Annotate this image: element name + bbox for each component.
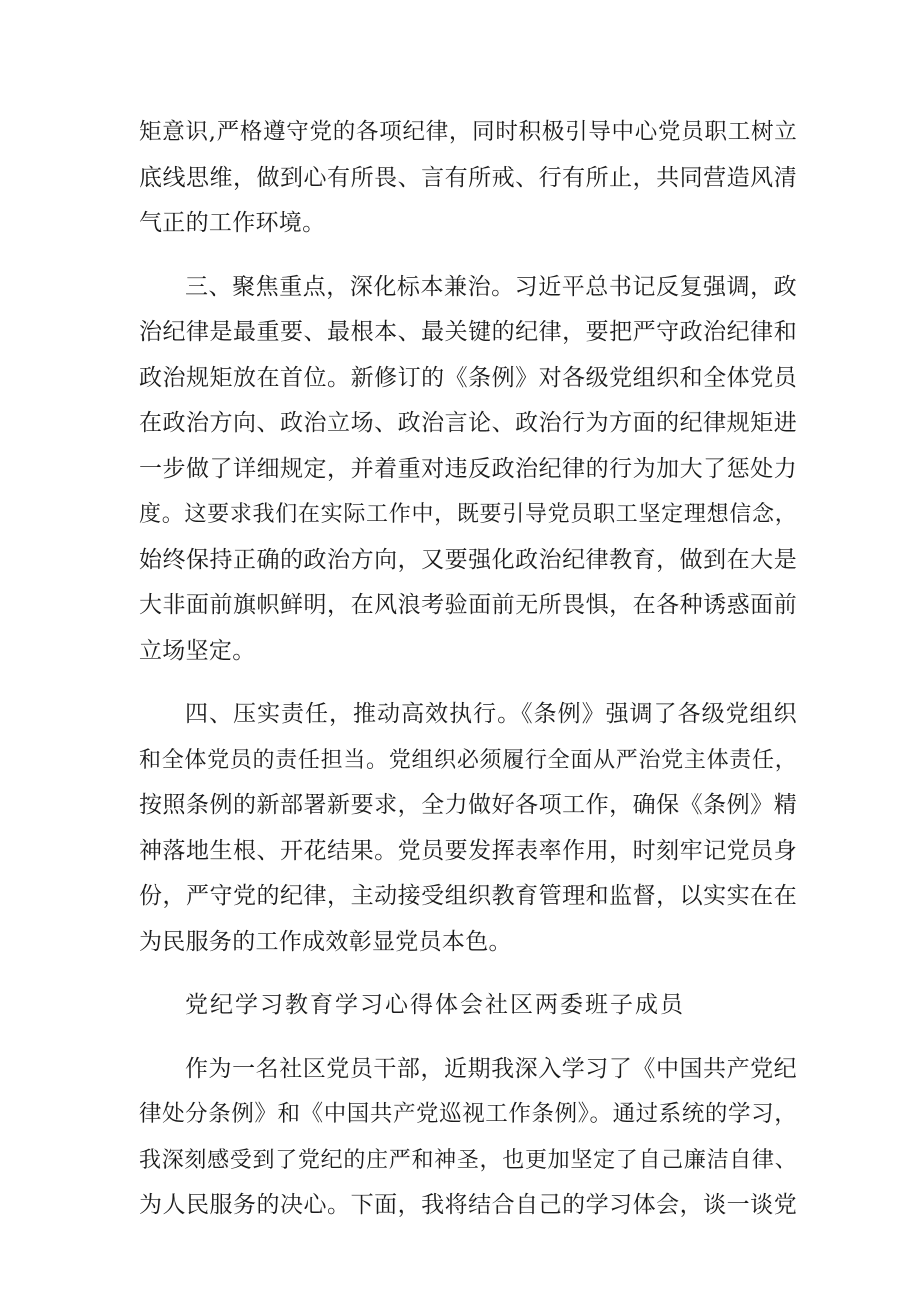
text-line: 按照条例的新部署新要求，全力做好各项工作，确保《条例》精 bbox=[139, 792, 797, 818]
paragraph-intro bbox=[139, 1047, 797, 1229]
text-line: 作为一名社区党员干部，近期我深入学习了《中国共产党纪 bbox=[185, 1055, 797, 1082]
text-line: 为民服务的工作成效彰显党员本色。 bbox=[139, 928, 512, 955]
text-line: 矩意识,严格遵守党的各项纪律，同时积极引导中心党员职工树立 bbox=[139, 119, 797, 145]
text-line: 份，严守党的纪律，主动接受组织教育管理和监督，以实实在在 bbox=[139, 883, 797, 909]
text-line: 治纪律是最重要、最根本、最关键的纪律，要把严守政治纪律和 bbox=[139, 319, 797, 345]
text-line: 三、聚焦重点，深化标本兼治。习近平总书记反复强调，政 bbox=[185, 273, 797, 300]
text-line: 和全体党员的责任担当。党组织必须履行全面从严治党主体责任， bbox=[139, 747, 797, 773]
text-line: 始终保持正确的政治方向，又要强化政治纪律教育，做到在大是 bbox=[139, 546, 797, 573]
text-line: 一步做了详细规定，并着重对违反政治纪律的行为加大了惩处力 bbox=[139, 455, 797, 482]
paragraph-section-three bbox=[139, 265, 797, 675]
text-line: 立场坚定。 bbox=[139, 637, 256, 664]
text-line: 神落地生根、开花结果。党员要发挥表率作用，时刻牢记党员身 bbox=[139, 837, 797, 864]
section-heading: 党纪学习教育学习心得体会社区两委班子成员 bbox=[185, 992, 685, 1018]
text-line: 度。这要求我们在实际工作中，既要引导党员职工坚定理想信念， bbox=[139, 502, 797, 527]
text-line: 底线思维，做到心有所畏、言有所戒、行有所止，共同营造风清 bbox=[139, 164, 797, 191]
text-line: 律处分条例》和《中国共产党巡视工作条例》。通过系统的学习， bbox=[139, 1101, 797, 1127]
text-line: 为人民服务的决心。下面，我将结合自己的学习体会，谈一谈党 bbox=[139, 1192, 797, 1218]
text-line: 我深刻感受到了党纪的庄严和神圣，也更加坚定了自己廉洁自律、 bbox=[139, 1147, 797, 1173]
text-line: 气正的工作环境。 bbox=[139, 210, 326, 236]
paragraph-section-four bbox=[139, 692, 797, 965]
text-line: 政治规矩放在首位。新修订的《条例》对各级党组织和全体党员 bbox=[139, 364, 797, 391]
document-body bbox=[139, 110, 797, 1247]
text-line: 大非面前旗帜鲜明，在风浪考验面前无所畏惧，在各种诱惑面前 bbox=[139, 592, 797, 618]
text-line: 四、压实责任，推动高效执行。《条例》强调了各级党组织 bbox=[185, 701, 797, 727]
paragraph-discipline-awareness bbox=[139, 110, 797, 247]
text-line: 在政治方向、政治立场、政治言论、政治行为方面的纪律规矩进 bbox=[139, 410, 797, 436]
